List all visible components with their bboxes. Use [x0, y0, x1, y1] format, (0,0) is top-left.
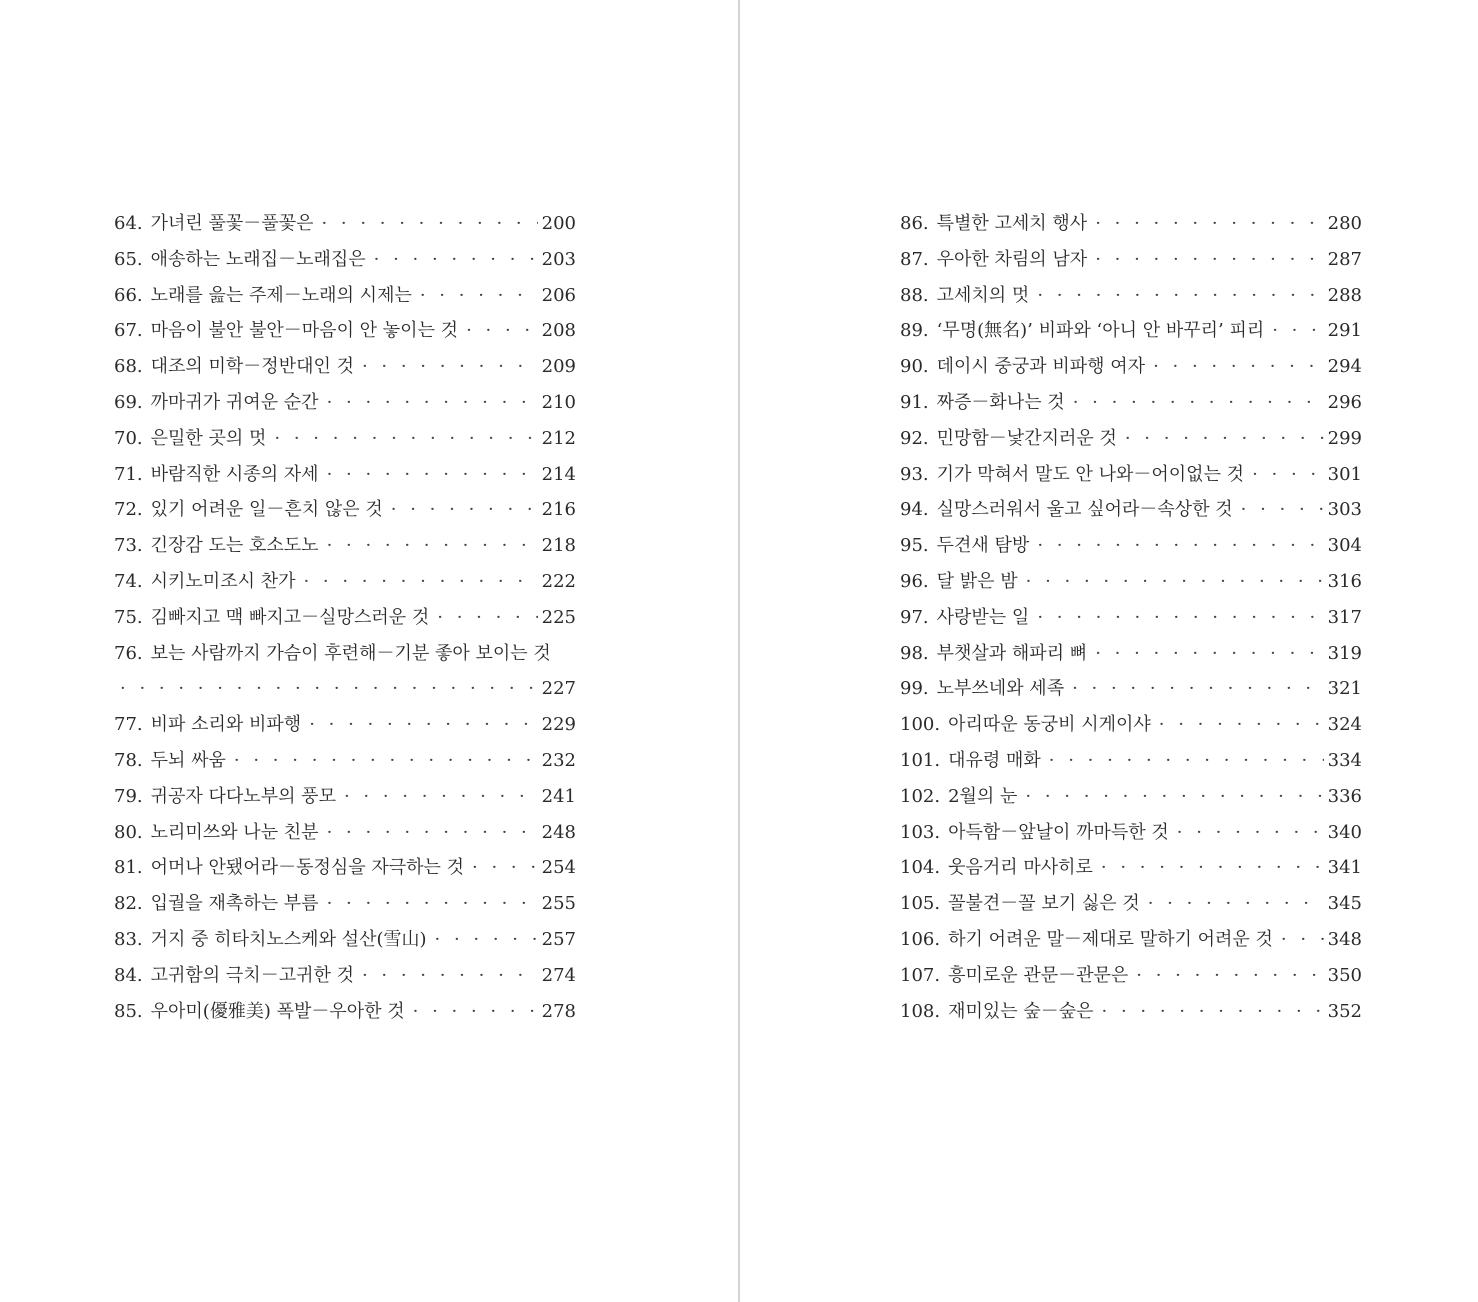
toc-entry: [900, 528, 1362, 564]
entry-number: 81.: [114, 857, 143, 879]
entry-number: 103.: [900, 821, 941, 843]
entry-number: 78.: [114, 749, 143, 771]
entry-page-number: 288: [1327, 284, 1362, 306]
entry-title: 마음이 불안 불안－마음이 안 놓이는 것: [150, 320, 459, 342]
dot-leader: [437, 600, 537, 636]
toc-entry: [900, 385, 1362, 421]
entry-number: 76.: [114, 642, 143, 664]
toc-entry: [114, 671, 576, 707]
entry-title: 어머나 안됐어라－동정심을 자극하는 것: [150, 857, 465, 879]
entry-page-number: 291: [1327, 320, 1362, 342]
dot-leader: [1136, 958, 1323, 994]
dot-leader: [344, 779, 538, 815]
entry-title: 두뇌 싸움: [150, 749, 226, 771]
toc-entry: [900, 743, 1362, 779]
toc-entry: [114, 850, 576, 886]
entry-title: 긴장감 도는 호소도노: [150, 535, 319, 557]
dot-leader: [391, 492, 538, 528]
entry-page-number: 222: [541, 570, 576, 592]
entry-number: 84.: [114, 964, 143, 986]
entry-page-number: 274: [541, 964, 576, 986]
entry-number: 66.: [114, 284, 143, 306]
dot-leader: [120, 671, 538, 707]
entry-page-number: 209: [541, 356, 576, 378]
entry-page-number: 214: [541, 463, 576, 485]
entry-number: 90.: [900, 356, 929, 378]
entry-title: 데이시 중궁과 비파행 여자: [936, 356, 1146, 378]
entry-page-number: 208: [541, 320, 576, 342]
dot-leader: [420, 278, 538, 314]
toc-entry: [900, 242, 1362, 278]
entry-title: 애송하는 노래집－노래집은: [150, 248, 366, 270]
entry-title: 꼴불견－꼴 보기 싫은 것: [948, 893, 1140, 915]
entry-title: 우아한 차림의 남자: [936, 248, 1088, 270]
entry-page-number: 317: [1327, 606, 1362, 628]
entry-number: 98.: [900, 642, 929, 664]
dot-leader: [435, 922, 538, 958]
toc-entry: [114, 278, 576, 314]
toc-entry: [114, 421, 576, 457]
entry-number: 89.: [900, 320, 929, 342]
dot-leader: [1125, 421, 1324, 457]
entry-number: 100.: [900, 714, 941, 736]
entry-page-number: 340: [1327, 821, 1362, 843]
entry-title: 거지 중 히타치노스케와 설산(雪山): [150, 928, 427, 950]
entry-number: 77.: [114, 714, 143, 736]
entry-page-number: 299: [1327, 427, 1362, 449]
toc-entry: [900, 492, 1362, 528]
entry-page-number: 348: [1327, 928, 1362, 950]
entry-number: 70.: [114, 427, 143, 449]
toc-entry: [114, 528, 576, 564]
entry-title: 고세치의 멋: [936, 284, 1030, 306]
dot-leader: [1095, 206, 1323, 242]
toc-entry: [900, 636, 1362, 672]
entry-page-number: 206: [541, 284, 576, 306]
dot-leader: [1153, 349, 1324, 385]
entry-title: 고귀함의 극치－고귀한 것: [150, 964, 354, 986]
toc-entry: [900, 886, 1362, 922]
entry-number: 83.: [114, 928, 143, 950]
dot-leader: [234, 743, 538, 779]
entry-page-number: 280: [1327, 213, 1362, 234]
toc-entry: [900, 850, 1362, 886]
entry-number: 107.: [900, 964, 941, 986]
toc-entry: [900, 671, 1362, 707]
entry-number: 97.: [900, 606, 929, 628]
toc-entry: [900, 278, 1362, 314]
toc-entry: [900, 349, 1362, 385]
dot-leader: [309, 707, 537, 743]
dot-leader: [1037, 600, 1323, 636]
toc-entry: [114, 385, 576, 421]
toc-left-page: [114, 206, 576, 1029]
entry-page-number: 324: [1327, 714, 1362, 736]
entry-title: 대조의 미학－정반대인 것: [150, 356, 354, 378]
entry-title: 기가 막혀서 말도 안 나와－어이없는 것: [936, 463, 1245, 485]
toc-entry: [114, 349, 576, 385]
dot-leader: [1037, 278, 1323, 314]
toc-entry: [900, 994, 1362, 1030]
toc-right-page: [900, 206, 1362, 1029]
entry-title: 노래를 읊는 주제－노래의 시제는: [150, 284, 412, 306]
dot-leader: [1049, 743, 1324, 779]
dot-leader: [1101, 850, 1324, 886]
entry-number: 85.: [114, 1000, 143, 1022]
dot-leader: [327, 886, 538, 922]
entry-page-number: 227: [541, 678, 576, 700]
toc-entry: [900, 313, 1362, 349]
entry-title: 우아미(優雅美) 폭발－우아한 것: [150, 1000, 405, 1022]
entry-page-number: 319: [1327, 642, 1362, 664]
entry-title: 짜증－화나는 것: [936, 391, 1065, 413]
entry-page-number: 345: [1327, 893, 1362, 915]
entry-page-number: 278: [541, 1000, 576, 1022]
entry-number: 69.: [114, 391, 143, 413]
entry-title: 바람직한 시종의 자세: [150, 463, 319, 485]
entry-page-number: 257: [541, 928, 576, 950]
entry-number: 75.: [114, 606, 143, 628]
entry-page-number: 321: [1327, 678, 1362, 700]
toc-entry: [114, 313, 576, 349]
dot-leader: [1026, 564, 1324, 600]
entry-title: 달 밝은 밤: [936, 570, 1018, 592]
dot-leader: [374, 242, 538, 278]
entry-title: 아리따운 동궁비 시게이샤: [948, 714, 1151, 736]
toc-entry: [114, 206, 576, 242]
dot-leader: [1095, 636, 1323, 672]
entry-title: 사랑받는 일: [936, 606, 1030, 628]
entry-page-number: 203: [541, 248, 576, 270]
entry-page-number: 241: [541, 785, 576, 807]
toc-entry: [114, 815, 576, 851]
entry-title: ‘무명(無名)’ 비파와 ‘아니 안 바꾸리’ 피리: [936, 320, 1265, 342]
entry-number: 105.: [900, 893, 941, 915]
entry-title: 까마귀가 귀여운 순간: [150, 391, 319, 413]
toc-entry: [900, 600, 1362, 636]
toc-entry: [114, 564, 576, 600]
entry-page-number: 229: [541, 714, 576, 736]
entry-title: 노리미쓰와 나눈 친분: [150, 821, 319, 843]
toc-entry: [114, 242, 576, 278]
entry-page-number: 212: [541, 427, 576, 449]
dot-leader: [303, 564, 537, 600]
entry-number: 67.: [114, 320, 143, 342]
toc-entry: [114, 492, 576, 528]
entry-number: 74.: [114, 570, 143, 592]
entry-page-number: 341: [1327, 857, 1362, 879]
entry-number: 102.: [900, 785, 941, 807]
entry-number: 71.: [114, 463, 143, 485]
dot-leader: [1095, 242, 1323, 278]
toc-entry: [900, 457, 1362, 493]
dot-leader: [1272, 313, 1323, 349]
entry-page-number: 232: [541, 749, 576, 771]
dot-leader: [321, 206, 537, 242]
dot-leader: [466, 313, 538, 349]
dot-leader: [362, 958, 538, 994]
entry-number: 88.: [900, 284, 929, 306]
entry-page-number: 254: [541, 857, 576, 879]
entry-number: 101.: [900, 749, 941, 771]
entry-page-number: 303: [1327, 499, 1362, 521]
dot-leader: [362, 349, 538, 385]
entry-number: 68.: [114, 356, 143, 378]
entry-title: 가녀린 풀꽃－풀꽃은: [150, 213, 314, 234]
entry-number: 86.: [900, 213, 929, 234]
entry-number: 99.: [900, 678, 929, 700]
entry-number: 106.: [900, 928, 941, 950]
entry-page-number: 352: [1327, 1000, 1362, 1022]
toc-entry: [900, 958, 1362, 994]
toc-entry: [114, 994, 576, 1030]
entry-title: 특별한 고세치 행사: [936, 213, 1088, 234]
entry-number: 108.: [900, 1000, 941, 1022]
entry-page-number: 296: [1327, 391, 1362, 413]
toc-entry: [900, 421, 1362, 457]
entry-number: 104.: [900, 857, 941, 879]
toc-entry: [114, 779, 576, 815]
toc-entry: [114, 600, 576, 636]
entry-page-number: 287: [1327, 248, 1362, 270]
entry-number: 64.: [114, 213, 143, 234]
entry-number: 87.: [900, 248, 929, 270]
entry-number: 96.: [900, 570, 929, 592]
toc-entry: [114, 886, 576, 922]
entry-title: 귀공자 다다노부의 풍모: [150, 785, 336, 807]
entry-number: 65.: [114, 248, 143, 270]
entry-page-number: 336: [1327, 785, 1362, 807]
entry-title: 대유령 매화: [948, 749, 1041, 771]
entry-number: 73.: [114, 535, 143, 557]
entry-page-number: 218: [541, 535, 576, 557]
dot-leader: [1037, 528, 1323, 564]
entry-title: 웃음거리 마사히로: [948, 857, 1093, 879]
toc-entry: [114, 743, 576, 779]
entry-number: 80.: [114, 821, 143, 843]
toc-entry: [900, 707, 1362, 743]
entry-title: 입궐을 재촉하는 부름: [150, 893, 319, 915]
entry-number: 94.: [900, 499, 929, 521]
dot-leader: [327, 457, 538, 493]
toc-entry: [900, 206, 1362, 242]
toc-entry: [114, 636, 576, 672]
toc-entry: [114, 457, 576, 493]
dot-leader: [1252, 457, 1324, 493]
dot-leader: [327, 385, 538, 421]
dot-leader: [1102, 994, 1324, 1030]
entry-number: 95.: [900, 535, 929, 557]
entry-title: 재미있는 숲－숲은: [948, 1000, 1094, 1022]
dot-leader: [1025, 779, 1323, 815]
entry-page-number: 350: [1327, 964, 1362, 986]
page-gutter: [738, 0, 740, 1302]
dot-leader: [1281, 922, 1324, 958]
dot-leader: [327, 528, 538, 564]
dot-leader: [1241, 492, 1324, 528]
toc-entry: [900, 922, 1362, 958]
entry-page-number: 216: [541, 499, 576, 521]
entry-page-number: 225: [541, 606, 576, 628]
entry-page-number: 316: [1327, 570, 1362, 592]
toc-entry: [900, 815, 1362, 851]
entry-number: 92.: [900, 427, 929, 449]
dot-leader: [1177, 815, 1324, 851]
entry-page-number: 200: [541, 213, 576, 234]
entry-title: 하기 어려운 말－제대로 말하기 어려운 것: [948, 928, 1273, 950]
entry-number: 72.: [114, 499, 143, 521]
entry-title: 흥미로운 관문－관문은: [948, 964, 1129, 986]
entry-title: 아득함－앞날이 까마득한 것: [948, 821, 1169, 843]
entry-title: 두견새 탐방: [936, 535, 1030, 557]
entry-title: 김빠지고 맥 빠지고－실망스러운 것: [150, 606, 430, 628]
entry-title: 실망스러워서 울고 싶어라－속상한 것: [936, 499, 1233, 521]
dot-leader: [472, 850, 538, 886]
entry-number: 82.: [114, 893, 143, 915]
entry-number: 91.: [900, 391, 929, 413]
toc-entry: [900, 564, 1362, 600]
dot-leader: [274, 421, 537, 457]
entry-page-number: 255: [541, 893, 576, 915]
entry-title: 은밀한 곳의 멋: [150, 427, 267, 449]
dot-leader: [1073, 385, 1324, 421]
entry-title: 있기 어려운 일－흔치 않은 것: [150, 499, 383, 521]
entry-title: 시키노미조시 찬가: [150, 570, 296, 592]
dot-leader: [327, 815, 538, 851]
entry-number: 79.: [114, 785, 143, 807]
toc-entry: [114, 707, 576, 743]
entry-title: 비파 소리와 비파행: [150, 714, 302, 736]
entry-page-number: 334: [1327, 749, 1362, 771]
entry-page-number: 301: [1327, 463, 1362, 485]
entry-page-number: 304: [1327, 535, 1362, 557]
toc-entry: [114, 922, 576, 958]
dot-leader: [413, 994, 538, 1030]
entry-title: 민망함－낯간지러운 것: [936, 427, 1117, 449]
entry-title: 보는 사람까지 가슴이 후련해－기분 좋아 보이는 것: [150, 642, 551, 664]
toc-entry: [900, 779, 1362, 815]
dot-leader: [1148, 886, 1324, 922]
dot-leader: [1159, 707, 1324, 743]
entry-title: 부챗살과 해파리 뼈: [936, 642, 1088, 664]
toc-entry: [114, 958, 576, 994]
dot-leader: [1072, 671, 1324, 707]
entry-title: 2월의 눈: [948, 785, 1018, 807]
entry-number: 93.: [900, 463, 929, 485]
entry-page-number: 294: [1327, 356, 1362, 378]
entry-page-number: 248: [541, 821, 576, 843]
entry-title: 노부쓰네와 세족: [936, 678, 1065, 700]
entry-page-number: 210: [541, 391, 576, 413]
